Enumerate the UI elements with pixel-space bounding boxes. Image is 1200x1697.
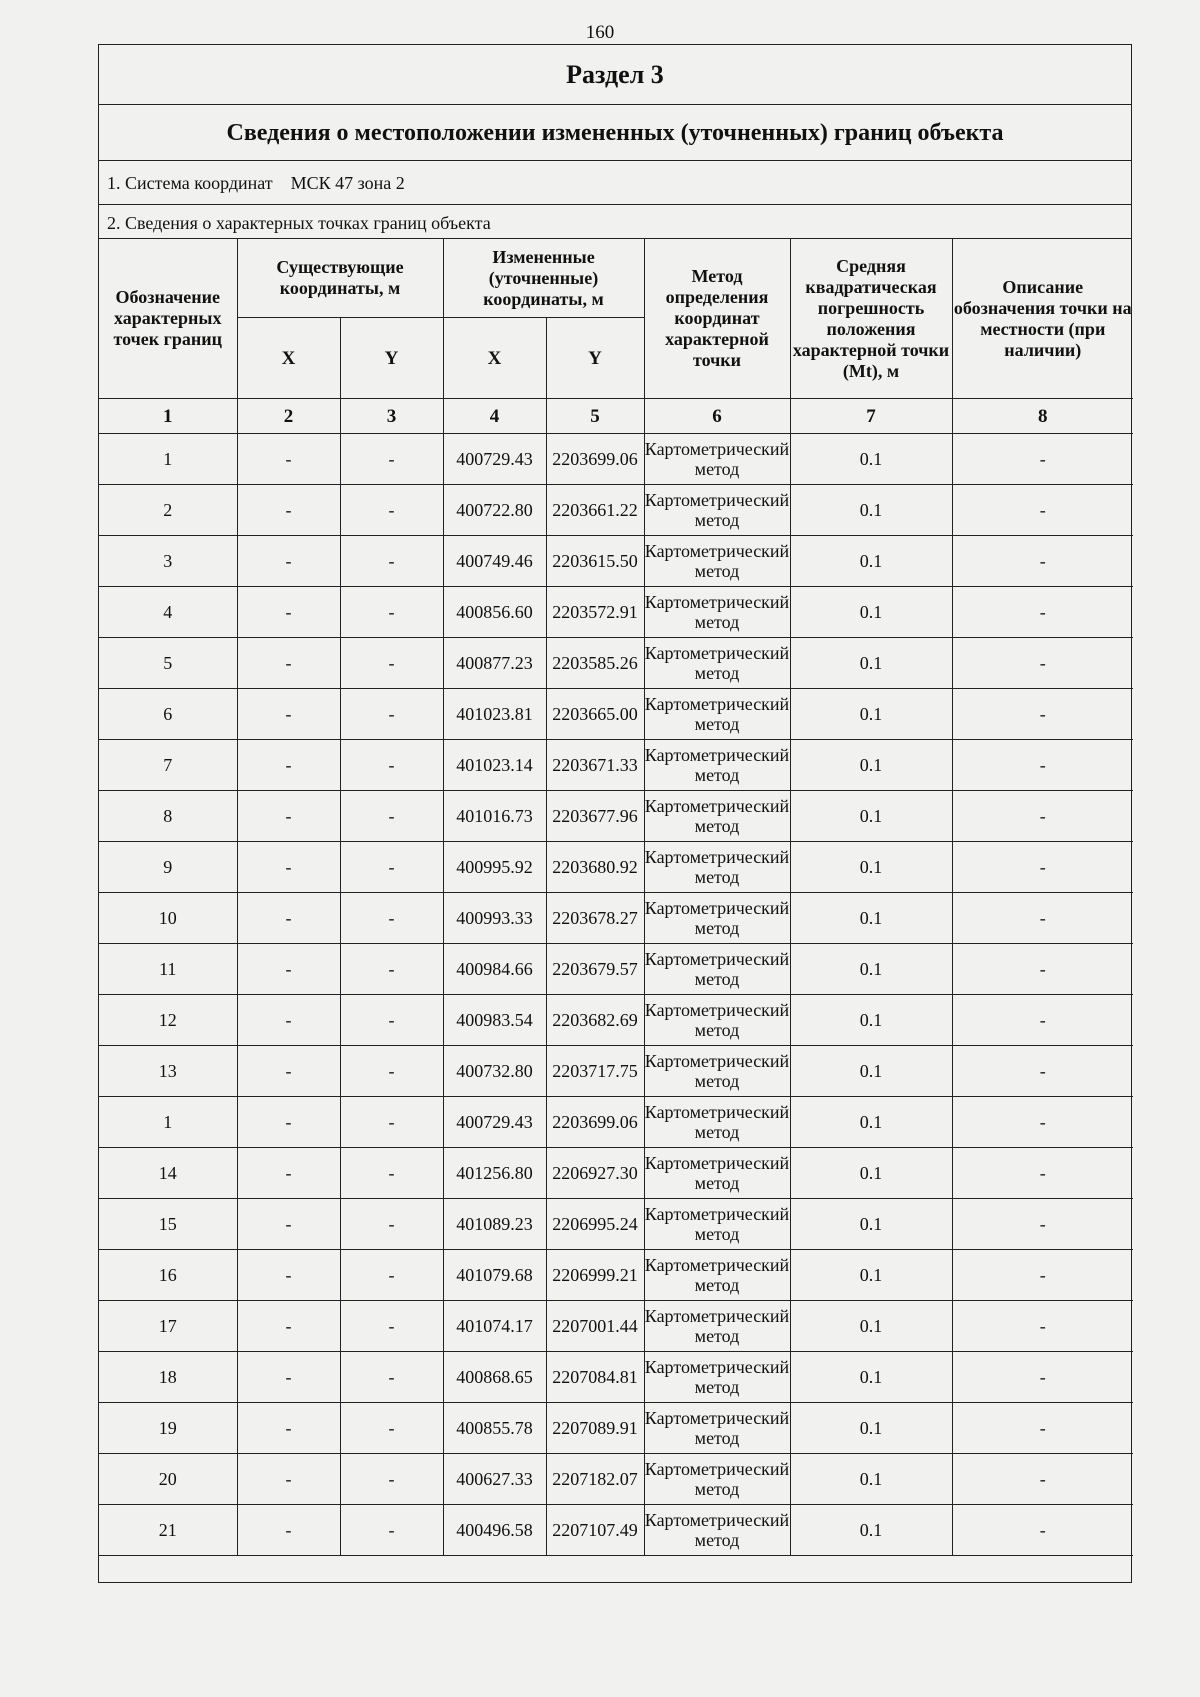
error-cell: 0.1 — [790, 893, 952, 944]
existing-y-cell: - — [340, 791, 443, 842]
existing-y-cell: - — [340, 1301, 443, 1352]
description-cell: - — [952, 1403, 1133, 1454]
method-cell: Картометрический метод — [644, 893, 790, 944]
column-number-cell: 7 — [790, 399, 952, 434]
column-number-cell: 1 — [99, 399, 237, 434]
existing-y-cell: - — [340, 1046, 443, 1097]
method-cell: Картометрический метод — [644, 638, 790, 689]
changed-x-cell: 400729.43 — [443, 1097, 546, 1148]
existing-x-cell: - — [237, 587, 340, 638]
existing-x-cell: - — [237, 944, 340, 995]
method-cell: Картометрический метод — [644, 434, 790, 485]
existing-y-cell: - — [340, 842, 443, 893]
point-id-cell: 8 — [99, 791, 237, 842]
table-row — [99, 893, 1133, 944]
existing-y-cell: - — [340, 638, 443, 689]
existing-y-cell: - — [340, 1148, 443, 1199]
existing-y-cell: - — [340, 740, 443, 791]
description-cell: - — [952, 1250, 1133, 1301]
description-cell: - — [952, 485, 1133, 536]
description-cell: - — [952, 791, 1133, 842]
existing-y-cell: - — [340, 1352, 443, 1403]
changed-y-cell: 2203572.91 — [546, 587, 644, 638]
point-id-cell: 16 — [99, 1250, 237, 1301]
description-cell: - — [952, 1097, 1133, 1148]
existing-x-cell: - — [237, 893, 340, 944]
error-cell: 0.1 — [790, 1148, 952, 1199]
point-id-cell: 14 — [99, 1148, 237, 1199]
point-id-cell: 19 — [99, 1403, 237, 1454]
changed-x-cell: 400722.80 — [443, 485, 546, 536]
changed-y-cell: 2207107.49 — [546, 1505, 644, 1556]
method-cell: Картометрический метод — [644, 485, 790, 536]
error-cell: 0.1 — [790, 1301, 952, 1352]
changed-y-cell: 2203699.06 — [546, 1097, 644, 1148]
method-cell: Картометрический метод — [644, 740, 790, 791]
changed-y-cell: 2203679.57 — [546, 944, 644, 995]
existing-x-cell: - — [237, 1403, 340, 1454]
table-row — [99, 842, 1133, 893]
header-point-designation: Обозначение характерных точек границ — [99, 239, 237, 399]
existing-x-cell: - — [237, 1097, 340, 1148]
method-cell: Картометрический метод — [644, 1352, 790, 1403]
table-row — [99, 1148, 1133, 1199]
table-row — [99, 995, 1133, 1046]
changed-y-cell: 2203661.22 — [546, 485, 644, 536]
coordinate-system-value: МСК 47 зона 2 — [290, 173, 405, 193]
changed-y-cell: 2207001.44 — [546, 1301, 644, 1352]
changed-y-cell: 2203682.69 — [546, 995, 644, 1046]
description-cell: - — [952, 587, 1133, 638]
point-id-cell: 10 — [99, 893, 237, 944]
changed-x-cell: 400855.78 — [443, 1403, 546, 1454]
existing-x-cell: - — [237, 434, 340, 485]
description-cell: - — [952, 638, 1133, 689]
changed-x-cell: 400496.58 — [443, 1505, 546, 1556]
changed-y-cell: 2203680.92 — [546, 842, 644, 893]
method-cell: Картометрический метод — [644, 1046, 790, 1097]
error-cell: 0.1 — [790, 587, 952, 638]
table-row — [99, 1046, 1133, 1097]
table-row — [99, 689, 1133, 740]
existing-x-cell: - — [237, 485, 340, 536]
point-id-cell: 2 — [99, 485, 237, 536]
point-id-cell: 5 — [99, 638, 237, 689]
error-cell: 0.1 — [790, 791, 952, 842]
error-cell: 0.1 — [790, 689, 952, 740]
point-id-cell: 3 — [99, 536, 237, 587]
changed-x-cell: 400868.65 — [443, 1352, 546, 1403]
error-cell: 0.1 — [790, 485, 952, 536]
changed-y-cell: 2206927.30 — [546, 1148, 644, 1199]
point-id-cell: 9 — [99, 842, 237, 893]
changed-y-cell: 2207182.07 — [546, 1454, 644, 1505]
changed-x-cell: 400993.33 — [443, 893, 546, 944]
table-row — [99, 1505, 1133, 1556]
changed-x-cell: 401023.14 — [443, 740, 546, 791]
page-number: 160 — [585, 22, 615, 43]
changed-x-cell: 400749.46 — [443, 536, 546, 587]
existing-y-cell: - — [340, 1097, 443, 1148]
method-cell: Картометрический метод — [644, 1301, 790, 1352]
changed-x-cell: 400627.33 — [443, 1454, 546, 1505]
method-cell: Картометрический метод — [644, 842, 790, 893]
changed-x-cell: 401256.80 — [443, 1148, 546, 1199]
method-cell: Картометрический метод — [644, 689, 790, 740]
changed-x-cell: 401079.68 — [443, 1250, 546, 1301]
table-row — [99, 1403, 1133, 1454]
method-cell: Картометрический метод — [644, 1097, 790, 1148]
table-row — [99, 1199, 1133, 1250]
table-body — [99, 434, 1133, 1556]
header-existing-y: Y — [340, 318, 443, 399]
existing-y-cell: - — [340, 434, 443, 485]
description-cell: - — [952, 1301, 1133, 1352]
changed-y-cell: 2203678.27 — [546, 893, 644, 944]
existing-y-cell: - — [340, 995, 443, 1046]
point-id-cell: 11 — [99, 944, 237, 995]
method-cell: Картометрический метод — [644, 1505, 790, 1556]
error-cell: 0.1 — [790, 1505, 952, 1556]
existing-y-cell: - — [340, 587, 443, 638]
changed-x-cell: 400995.92 — [443, 842, 546, 893]
boundary-points-table — [99, 239, 1133, 1582]
description-cell: - — [952, 1148, 1133, 1199]
points-heading: 2. Сведения о характерных точках границ объекта — [99, 205, 1131, 239]
changed-y-cell: 2207089.91 — [546, 1403, 644, 1454]
document-sheet — [98, 44, 1132, 1583]
method-cell: Картометрический метод — [644, 587, 790, 638]
point-id-cell: 4 — [99, 587, 237, 638]
existing-y-cell: - — [340, 689, 443, 740]
existing-y-cell: - — [340, 1403, 443, 1454]
point-id-cell: 1 — [99, 1097, 237, 1148]
error-cell: 0.1 — [790, 995, 952, 1046]
table-row — [99, 1352, 1133, 1403]
existing-x-cell: - — [237, 842, 340, 893]
table-footer-row — [99, 1556, 1133, 1583]
header-existing-coordinates: Существующие координаты, м — [237, 239, 443, 318]
header-method: Метод определения координат характерной точки — [644, 239, 790, 399]
header-changed-x: X — [443, 318, 546, 399]
changed-x-cell: 401023.81 — [443, 689, 546, 740]
existing-x-cell: - — [237, 791, 340, 842]
method-cell: Картометрический метод — [644, 1454, 790, 1505]
header-changed-y: Y — [546, 318, 644, 399]
point-id-cell: 12 — [99, 995, 237, 1046]
table-row — [99, 587, 1133, 638]
existing-x-cell: - — [237, 1454, 340, 1505]
table-row — [99, 536, 1133, 587]
table-row — [99, 1301, 1133, 1352]
existing-x-cell: - — [237, 689, 340, 740]
method-cell: Картометрический метод — [644, 1403, 790, 1454]
table-row — [99, 1250, 1133, 1301]
changed-x-cell: 400877.23 — [443, 638, 546, 689]
coordinate-system-line — [99, 161, 1131, 205]
header-existing-x: X — [237, 318, 340, 399]
changed-x-cell: 401089.23 — [443, 1199, 546, 1250]
existing-x-cell: - — [237, 1352, 340, 1403]
existing-x-cell: - — [237, 536, 340, 587]
existing-x-cell: - — [237, 1250, 340, 1301]
changed-y-cell: 2207084.81 — [546, 1352, 644, 1403]
error-cell: 0.1 — [790, 944, 952, 995]
changed-x-cell: 401016.73 — [443, 791, 546, 842]
error-cell: 0.1 — [790, 842, 952, 893]
error-cell: 0.1 — [790, 1403, 952, 1454]
table-row — [99, 740, 1133, 791]
changed-y-cell: 2203717.75 — [546, 1046, 644, 1097]
table-row — [99, 485, 1133, 536]
error-cell: 0.1 — [790, 536, 952, 587]
changed-x-cell: 400732.80 — [443, 1046, 546, 1097]
method-cell: Картометрический метод — [644, 1199, 790, 1250]
column-number-cell: 4 — [443, 399, 546, 434]
coordinate-system-label: 1. Система координат — [107, 173, 273, 193]
column-numbers-row — [99, 399, 1133, 434]
point-id-cell: 15 — [99, 1199, 237, 1250]
error-cell: 0.1 — [790, 434, 952, 485]
description-cell: - — [952, 1046, 1133, 1097]
point-id-cell: 18 — [99, 1352, 237, 1403]
table-footer-cell — [99, 1556, 1133, 1583]
existing-y-cell: - — [340, 1505, 443, 1556]
existing-y-cell: - — [340, 485, 443, 536]
changed-x-cell: 400983.54 — [443, 995, 546, 1046]
changed-y-cell: 2203615.50 — [546, 536, 644, 587]
method-cell: Картометрический метод — [644, 944, 790, 995]
error-cell: 0.1 — [790, 740, 952, 791]
changed-x-cell: 400984.66 — [443, 944, 546, 995]
point-id-cell: 20 — [99, 1454, 237, 1505]
existing-x-cell: - — [237, 1199, 340, 1250]
existing-x-cell: - — [237, 1148, 340, 1199]
changed-y-cell: 2203585.26 — [546, 638, 644, 689]
description-cell: - — [952, 434, 1133, 485]
description-cell: - — [952, 995, 1133, 1046]
existing-x-cell: - — [237, 1046, 340, 1097]
changed-x-cell: 400856.60 — [443, 587, 546, 638]
method-cell: Картометрический метод — [644, 1250, 790, 1301]
column-number-cell: 8 — [952, 399, 1133, 434]
description-cell: - — [952, 740, 1133, 791]
error-cell: 0.1 — [790, 1046, 952, 1097]
column-number-cell: 3 — [340, 399, 443, 434]
error-cell: 0.1 — [790, 1250, 952, 1301]
changed-y-cell: 2203677.96 — [546, 791, 644, 842]
point-id-cell: 17 — [99, 1301, 237, 1352]
existing-y-cell: - — [340, 1199, 443, 1250]
section-title: Раздел 3 — [99, 45, 1131, 105]
error-cell: 0.1 — [790, 1352, 952, 1403]
existing-y-cell: - — [340, 944, 443, 995]
existing-y-cell: - — [340, 893, 443, 944]
description-cell: - — [952, 842, 1133, 893]
point-id-cell: 6 — [99, 689, 237, 740]
method-cell: Картометрический метод — [644, 536, 790, 587]
error-cell: 0.1 — [790, 1454, 952, 1505]
method-cell: Картометрический метод — [644, 1148, 790, 1199]
table-row — [99, 1097, 1133, 1148]
changed-x-cell: 401074.17 — [443, 1301, 546, 1352]
existing-x-cell: - — [237, 740, 340, 791]
point-id-cell: 7 — [99, 740, 237, 791]
description-cell: - — [952, 689, 1133, 740]
table-row — [99, 944, 1133, 995]
changed-y-cell: 2206995.24 — [546, 1199, 644, 1250]
description-cell: - — [952, 1352, 1133, 1403]
column-number-cell: 6 — [644, 399, 790, 434]
column-number-cell: 2 — [237, 399, 340, 434]
existing-x-cell: - — [237, 638, 340, 689]
existing-x-cell: - — [237, 1505, 340, 1556]
description-cell: - — [952, 536, 1133, 587]
table-row — [99, 791, 1133, 842]
error-cell: 0.1 — [790, 1199, 952, 1250]
existing-y-cell: - — [340, 1454, 443, 1505]
table-row — [99, 638, 1133, 689]
description-cell: - — [952, 944, 1133, 995]
table-row — [99, 434, 1133, 485]
existing-x-cell: - — [237, 1301, 340, 1352]
point-id-cell: 21 — [99, 1505, 237, 1556]
description-cell: - — [952, 1199, 1133, 1250]
error-cell: 0.1 — [790, 638, 952, 689]
existing-x-cell: - — [237, 995, 340, 1046]
description-cell: - — [952, 1505, 1133, 1556]
document-title: Сведения о местоположении измененных (уточненных) границ объекта — [99, 105, 1131, 161]
existing-y-cell: - — [340, 1250, 443, 1301]
changed-x-cell: 400729.43 — [443, 434, 546, 485]
error-cell: 0.1 — [790, 1097, 952, 1148]
changed-y-cell: 2203699.06 — [546, 434, 644, 485]
column-number-cell: 5 — [546, 399, 644, 434]
changed-y-cell: 2206999.21 — [546, 1250, 644, 1301]
method-cell: Картометрический метод — [644, 791, 790, 842]
table-row — [99, 1454, 1133, 1505]
description-cell: - — [952, 893, 1133, 944]
header-mean-square-error: Средняя квадратическая погрешность положения характерной точки (Mt), м — [790, 239, 952, 399]
method-cell: Картометрический метод — [644, 995, 790, 1046]
changed-y-cell: 2203671.33 — [546, 740, 644, 791]
point-id-cell: 1 — [99, 434, 237, 485]
changed-y-cell: 2203665.00 — [546, 689, 644, 740]
point-id-cell: 13 — [99, 1046, 237, 1097]
header-changed-coordinates: Измененные (уточненные) координаты, м — [443, 239, 644, 318]
description-cell: - — [952, 1454, 1133, 1505]
existing-y-cell: - — [340, 536, 443, 587]
header-point-description: Описание обозначения точки на местности (при наличии) — [952, 239, 1133, 399]
